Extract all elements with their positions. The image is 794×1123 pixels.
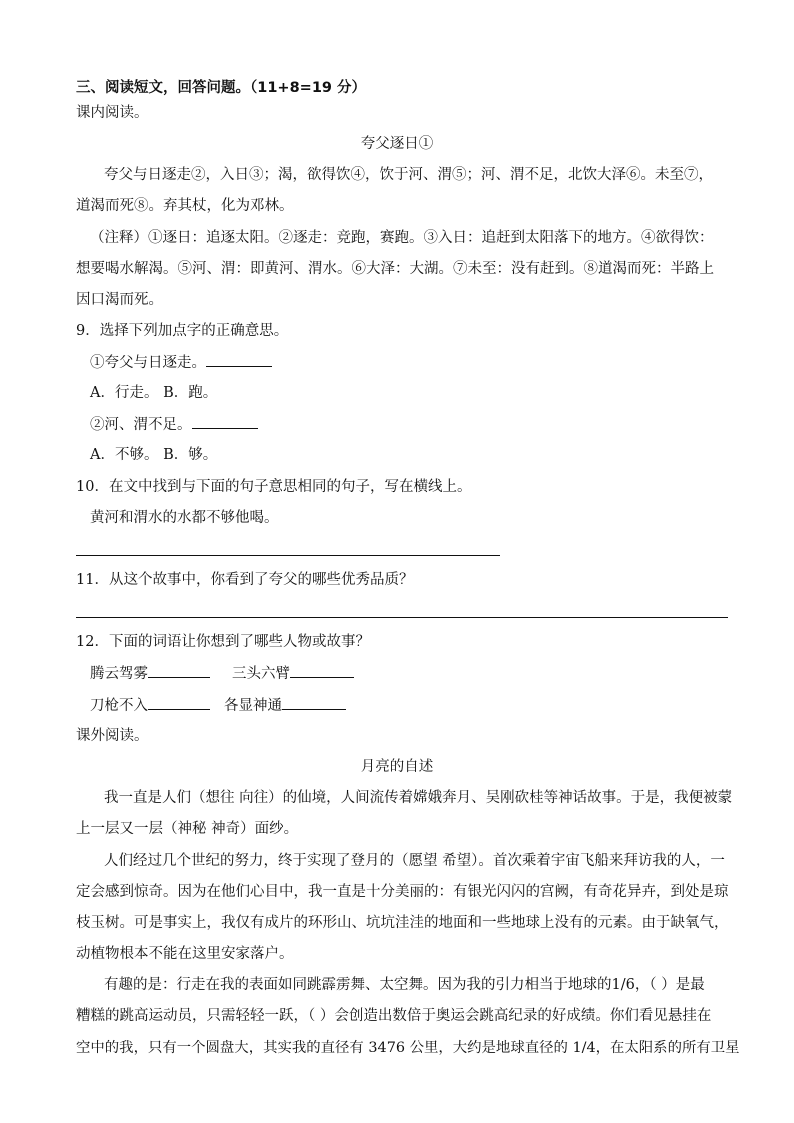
article-line: 有趣的是：行走在我的表面如同跳霹雳舞、太空舞。因为我的引力相当于地球的1/6，（ ）是最 — [104, 977, 705, 993]
passage-note: 因口渴而死。 — [76, 292, 163, 308]
question-9-item — [90, 352, 272, 373]
question-9-item-text: ①夸父与日逐走。 — [90, 355, 206, 371]
section-heading: 三、阅读短文，回答问题。（11+8=19 分） — [76, 80, 367, 96]
article-line: 人们经过几个世纪的努力，终于实现了登月的（愿望 希望）。首次乘着宇宙飞船来拜访我的人，一 — [104, 853, 725, 869]
answer-blank[interactable] — [290, 663, 354, 678]
question-9-item — [90, 414, 258, 435]
question-12-row — [90, 663, 354, 684]
question-10-sentence: 黄河和渭水的水都不够他喝。 — [90, 510, 279, 526]
question-9-prompt: 9．选择下列加点字的正确意思。 — [76, 323, 289, 339]
article-line: 动植物根本不能在这里安家落户。 — [76, 946, 294, 962]
article-line: 糟糕的跳高运动员，只需轻轻一跃，（ ）会创造出数倍于奥运会跳高纪录的好成绩。你们看见悬挂在 — [76, 1008, 712, 1024]
word-item: 刀枪不入 — [90, 698, 148, 714]
question-9-item-text: ②河、渭不足。 — [90, 417, 192, 433]
passage-title: 夸父逐日① — [360, 136, 434, 152]
answer-blank[interactable] — [192, 414, 258, 429]
word-item: 三头六臂 — [232, 666, 290, 682]
passage-line: 道渴而死⑧。弃其杖，化为邓林。 — [76, 198, 294, 214]
answer-blank[interactable] — [206, 352, 272, 367]
question-12-prompt: 12．下面的词语让你想到了哪些人物或故事？ — [76, 634, 370, 650]
answer-blank[interactable] — [282, 695, 346, 710]
passage-line: 夸父与日逐走②，入日③；渴，欲得饮④，饮于河、渭⑤；河、渭不足，北饮大泽⑥。未至⑦， — [104, 167, 713, 183]
answer-blank[interactable] — [148, 663, 210, 678]
article-title: 月亮的自述 — [360, 759, 434, 775]
answer-blank[interactable] — [148, 695, 210, 710]
article-line: 枝玉树。可是事实上，我仅有成片的环形山、坑坑洼洼的地面和一些地球上没有的元素。由于缺氧气， — [76, 915, 729, 931]
article-line: 我一直是人们（想往 向往）的仙境，人间流传着嫦娥奔月、吴刚砍桂等神话故事。于是，我便被蒙 — [104, 790, 733, 806]
question-9-options: A．行走。 B．跑。 — [90, 385, 218, 401]
word-item: 腾云驾雾 — [90, 666, 148, 682]
article-line: 上一层又一层（神秘 神奇）面纱。 — [76, 821, 299, 837]
answer-line[interactable] — [76, 617, 728, 618]
answer-line[interactable] — [76, 555, 500, 556]
passage-note: 想要喝水解渴。⑤河、渭：即黄河、渭水。⑥大泽：大湖。⑦未至：没有赶到。⑧道渴而死：半路上 — [76, 261, 714, 277]
article-line: 空中的我，只有一个圆盘大，其实我的直径有 3476 公里，大约是地球直径的 1/4，在太阳系的所有卫星 — [76, 1040, 740, 1056]
in-class-label: 课内阅读。 — [76, 105, 149, 121]
passage-note: （注释）①逐日：追逐太阳。②逐走：竞跑，赛跑。③入日：追赶到太阳落下的地方。④欲得饮： — [90, 230, 714, 246]
question-11-prompt: 11．从这个故事中，你看到了夸父的哪些优秀品质？ — [76, 572, 414, 588]
extra-reading-label: 课外阅读。 — [76, 728, 149, 744]
word-item: 各显神通 — [224, 698, 282, 714]
article-line: 定会感到惊奇。因为在他们心目中，我一直是十分美丽的：有银光闪闪的宫阙，有奇花异卉，到处是琼 — [76, 884, 729, 900]
question-10-prompt: 10．在文中找到与下面的句子意思相同的句子，写在横线上。 — [76, 479, 472, 495]
question-12-row — [90, 695, 346, 716]
question-9-options: A．不够。 B．够。 — [90, 447, 218, 463]
